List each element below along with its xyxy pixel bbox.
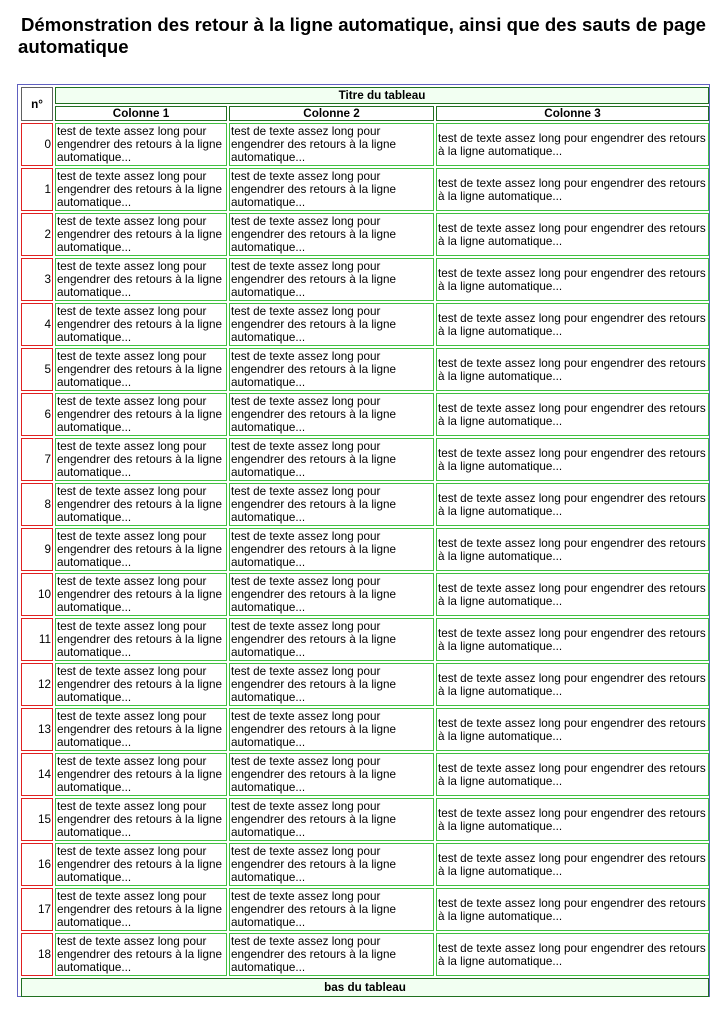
cell-col-1: test de texte assez long pour engendrer des retours à la ligne automatique...: [55, 258, 227, 301]
row-number: 13: [21, 708, 53, 751]
cell-col-2: test de texte assez long pour engendrer des retours à la ligne automatique...: [229, 798, 434, 841]
cell-col-1: test de texte assez long pour engendrer des retours à la ligne automatique...: [55, 213, 227, 256]
table-row: [21, 573, 709, 616]
cell-col-3: test de texte assez long pour engendrer des retours à la ligne automatique...: [436, 753, 709, 796]
cell-col-3: test de texte assez long pour engendrer des retours à la ligne automatique...: [436, 798, 709, 841]
cell-col-3: test de texte assez long pour engendrer des retours à la ligne automatique...: [436, 393, 709, 436]
cell-col-3: test de texte assez long pour engendrer des retours à la ligne automatique...: [436, 438, 709, 481]
cell-col-3: test de texte assez long pour engendrer des retours à la ligne automatique...: [436, 933, 709, 976]
cell-col-3: test de texte assez long pour engendrer des retours à la ligne automatique...: [436, 258, 709, 301]
row-number: 11: [21, 618, 53, 661]
cell-col-3: test de texte assez long pour engendrer des retours à la ligne automatique...: [436, 708, 709, 751]
table-row: [21, 888, 709, 931]
table-title: Titre du tableau: [55, 87, 709, 104]
cell-col-1: test de texte assez long pour engendrer des retours à la ligne automatique...: [55, 618, 227, 661]
cell-col-1: test de texte assez long pour engendrer des retours à la ligne automatique...: [55, 573, 227, 616]
row-number: 8: [21, 483, 53, 526]
table-row: [21, 933, 709, 976]
cell-col-3: test de texte assez long pour engendrer des retours à la ligne automatique...: [436, 213, 709, 256]
num-column-header: n°: [21, 87, 53, 121]
cell-col-2: test de texte assez long pour engendrer des retours à la ligne automatique...: [229, 663, 434, 706]
cell-col-2: test de texte assez long pour engendrer des retours à la ligne automatique...: [229, 393, 434, 436]
row-number: 16: [21, 843, 53, 886]
table-row: [21, 753, 709, 796]
cell-col-3: test de texte assez long pour engendrer des retours à la ligne automatique...: [436, 663, 709, 706]
row-number: 6: [21, 393, 53, 436]
row-number: 1: [21, 168, 53, 211]
cell-col-3: test de texte assez long pour engendrer des retours à la ligne automatique...: [436, 888, 709, 931]
table-row: [21, 663, 709, 706]
row-number: 3: [21, 258, 53, 301]
cell-col-1: test de texte assez long pour engendrer des retours à la ligne automatique...: [55, 303, 227, 346]
cell-col-3: test de texte assez long pour engendrer des retours à la ligne automatique...: [436, 528, 709, 571]
table-row: [21, 303, 709, 346]
cell-col-1: test de texte assez long pour engendrer des retours à la ligne automatique...: [55, 888, 227, 931]
column-header-1: Colonne 1: [55, 106, 227, 121]
row-number: 7: [21, 438, 53, 481]
cell-col-3: test de texte assez long pour engendrer des retours à la ligne automatique...: [436, 168, 709, 211]
table-row: [21, 168, 709, 211]
table-row: [21, 798, 709, 841]
cell-col-1: test de texte assez long pour engendrer des retours à la ligne automatique...: [55, 528, 227, 571]
column-header-2: Colonne 2: [229, 106, 434, 121]
row-number: 9: [21, 528, 53, 571]
table-row: [21, 708, 709, 751]
table-row: [21, 123, 709, 166]
row-number: 18: [21, 933, 53, 976]
table-row: [21, 618, 709, 661]
cell-col-1: test de texte assez long pour engendrer des retours à la ligne automatique...: [55, 753, 227, 796]
table-body: [21, 123, 709, 976]
cell-col-1: test de texte assez long pour engendrer des retours à la ligne automatique...: [55, 168, 227, 211]
data-table: [19, 85, 711, 999]
cell-col-2: test de texte assez long pour engendrer des retours à la ligne automatique...: [229, 438, 434, 481]
table-footer: bas du tableau: [21, 978, 709, 997]
row-number: 2: [21, 213, 53, 256]
cell-col-3: test de texte assez long pour engendrer des retours à la ligne automatique...: [436, 618, 709, 661]
row-number: 4: [21, 303, 53, 346]
row-number: 14: [21, 753, 53, 796]
cell-col-2: test de texte assez long pour engendrer des retours à la ligne automatique...: [229, 348, 434, 391]
table-row: [21, 393, 709, 436]
table-row: [21, 348, 709, 391]
table-row: [21, 213, 709, 256]
cell-col-3: test de texte assez long pour engendrer des retours à la ligne automatique...: [436, 573, 709, 616]
cell-col-2: test de texte assez long pour engendrer des retours à la ligne automatique...: [229, 573, 434, 616]
cell-col-1: test de texte assez long pour engendrer des retours à la ligne automatique...: [55, 843, 227, 886]
row-number: 10: [21, 573, 53, 616]
cell-col-1: test de texte assez long pour engendrer des retours à la ligne automatique...: [55, 798, 227, 841]
row-number: 17: [21, 888, 53, 931]
page-title: Démonstration des retour à la ligne automatique, ainsi que des sauts de page automatique: [18, 14, 707, 57]
row-number: 15: [21, 798, 53, 841]
row-number: 0: [21, 123, 53, 166]
cell-col-2: test de texte assez long pour engendrer des retours à la ligne automatique...: [229, 123, 434, 166]
cell-col-2: test de texte assez long pour engendrer des retours à la ligne automatique...: [229, 753, 434, 796]
cell-col-2: test de texte assez long pour engendrer des retours à la ligne automatique...: [229, 258, 434, 301]
cell-col-1: test de texte assez long pour engendrer des retours à la ligne automatique...: [55, 708, 227, 751]
cell-col-2: test de texte assez long pour engendrer des retours à la ligne automatique...: [229, 483, 434, 526]
cell-col-1: test de texte assez long pour engendrer des retours à la ligne automatique...: [55, 483, 227, 526]
cell-col-2: test de texte assez long pour engendrer des retours à la ligne automatique...: [229, 933, 434, 976]
column-header-3: Colonne 3: [436, 106, 709, 121]
cell-col-3: test de texte assez long pour engendrer des retours à la ligne automatique...: [436, 348, 709, 391]
table-row: [21, 438, 709, 481]
cell-col-2: test de texte assez long pour engendrer des retours à la ligne automatique...: [229, 888, 434, 931]
cell-col-3: test de texte assez long pour engendrer des retours à la ligne automatique...: [436, 483, 709, 526]
cell-col-2: test de texte assez long pour engendrer des retours à la ligne automatique...: [229, 618, 434, 661]
cell-col-1: test de texte assez long pour engendrer des retours à la ligne automatique...: [55, 663, 227, 706]
cell-col-2: test de texte assez long pour engendrer des retours à la ligne automatique...: [229, 213, 434, 256]
cell-col-3: test de texte assez long pour engendrer des retours à la ligne automatique...: [436, 303, 709, 346]
row-number: 5: [21, 348, 53, 391]
cell-col-3: test de texte assez long pour engendrer des retours à la ligne automatique...: [436, 843, 709, 886]
row-number: 12: [21, 663, 53, 706]
table-row: [21, 483, 709, 526]
cell-col-1: test de texte assez long pour engendrer des retours à la ligne automatique...: [55, 933, 227, 976]
cell-col-3: test de texte assez long pour engendrer des retours à la ligne automatique...: [436, 123, 709, 166]
cell-col-2: test de texte assez long pour engendrer des retours à la ligne automatique...: [229, 708, 434, 751]
cell-col-1: test de texte assez long pour engendrer des retours à la ligne automatique...: [55, 393, 227, 436]
cell-col-2: test de texte assez long pour engendrer des retours à la ligne automatique...: [229, 303, 434, 346]
cell-col-1: test de texte assez long pour engendrer des retours à la ligne automatique...: [55, 438, 227, 481]
table-row: [21, 528, 709, 571]
table-row: [21, 258, 709, 301]
cell-col-1: test de texte assez long pour engendrer des retours à la ligne automatique...: [55, 348, 227, 391]
cell-col-2: test de texte assez long pour engendrer des retours à la ligne automatique...: [229, 528, 434, 571]
cell-col-1: test de texte assez long pour engendrer des retours à la ligne automatique...: [55, 123, 227, 166]
cell-col-2: test de texte assez long pour engendrer des retours à la ligne automatique...: [229, 843, 434, 886]
table-row: [21, 843, 709, 886]
cell-col-2: test de texte assez long pour engendrer des retours à la ligne automatique...: [229, 168, 434, 211]
